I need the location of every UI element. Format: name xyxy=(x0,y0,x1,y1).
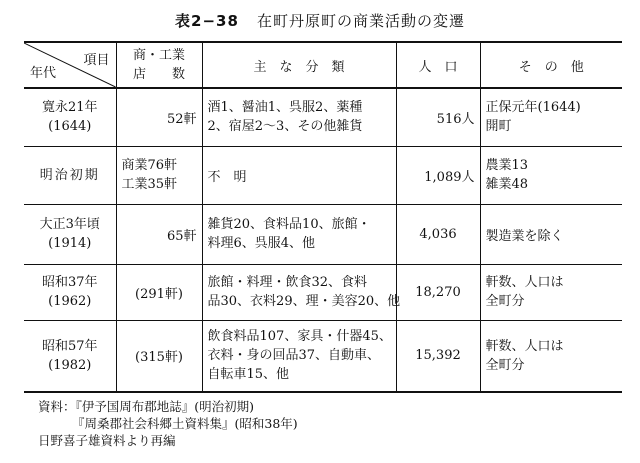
other-cell: 農業13 雑業48 xyxy=(480,146,622,204)
types-cell: 飲食料品107、家具・什器45、 衣料・身の回品37、自動車、 自転車15、他 xyxy=(202,320,396,392)
corner-header-cell xyxy=(24,42,116,88)
commerce-table xyxy=(24,41,622,393)
era-cell: 大正3年頃 (1914) xyxy=(24,204,116,264)
population-cell: 18,270 xyxy=(396,264,480,320)
types-cell: 不 明 xyxy=(202,146,396,204)
table-row xyxy=(24,204,622,264)
table-title xyxy=(0,10,640,31)
table-header-row xyxy=(24,42,622,88)
other-cell: 軒数、人口は 全町分 xyxy=(485,338,564,373)
shops-cell: 商業76軒 工業35軒 xyxy=(116,146,202,204)
types-cell: 酒1、醤油1、呉服2、薬種 2、宿屋2〜3、その他雑貨 xyxy=(202,88,396,146)
era-cell: 寛永21年 (1644) xyxy=(24,88,116,146)
source-note: 『周桑郡社会科郷土資料集』(昭和38年) xyxy=(72,416,298,431)
table-row xyxy=(24,88,622,146)
table-row xyxy=(24,146,622,204)
shops-cell: 52軒 xyxy=(116,88,202,146)
types-header: 主 な 分 類 xyxy=(202,42,396,88)
source-note: 日野喜子雄資料より再編 xyxy=(38,433,176,448)
table-title-text: 在町丹原町の商業活動の変遷 xyxy=(256,12,465,30)
population-cell: 15,392 xyxy=(396,320,480,392)
population-cell: 1,089人 xyxy=(396,146,480,204)
other-header: そ の 他 xyxy=(480,42,622,88)
shops-header: 商・工業 店 数 xyxy=(116,42,202,88)
table-row xyxy=(24,264,622,320)
era-cell: 明治初期 xyxy=(24,146,116,204)
source-note: 資料：『伊予国周布郡地誌』(明治初期) xyxy=(38,399,255,414)
population-cell: 516人 xyxy=(396,88,480,146)
era-cell: 昭和57年 (1982) xyxy=(24,320,116,392)
shops-cell: 65軒 xyxy=(116,204,202,264)
types-cell: 旅館・料理・飲食32、食料 品30、衣料29、理・美容20、他 xyxy=(202,264,396,320)
corner-era-label: 年代 xyxy=(30,66,57,81)
shops-cell: (315軒) xyxy=(116,320,202,392)
other-cell: 製造業を除く xyxy=(480,204,622,264)
table-number: 表2−38 xyxy=(175,12,239,30)
era-cell: 昭和37年 (1962) xyxy=(24,264,116,320)
population-cell: 4,036 xyxy=(396,204,480,264)
types-cell: 雑貨20、食料品10、旅館・ 料理6、呉服4、他 xyxy=(202,204,396,264)
table-row xyxy=(24,320,622,392)
other-cell: 正保元年(1644) 開町 xyxy=(480,88,622,146)
other-cell: 軒数、人口は 全町分 xyxy=(480,264,622,320)
population-header: 人 口 xyxy=(396,42,480,88)
source-notes xyxy=(38,398,298,449)
shops-cell: (291軒) xyxy=(116,264,202,320)
corner-item-label: 項目 xyxy=(83,53,110,68)
